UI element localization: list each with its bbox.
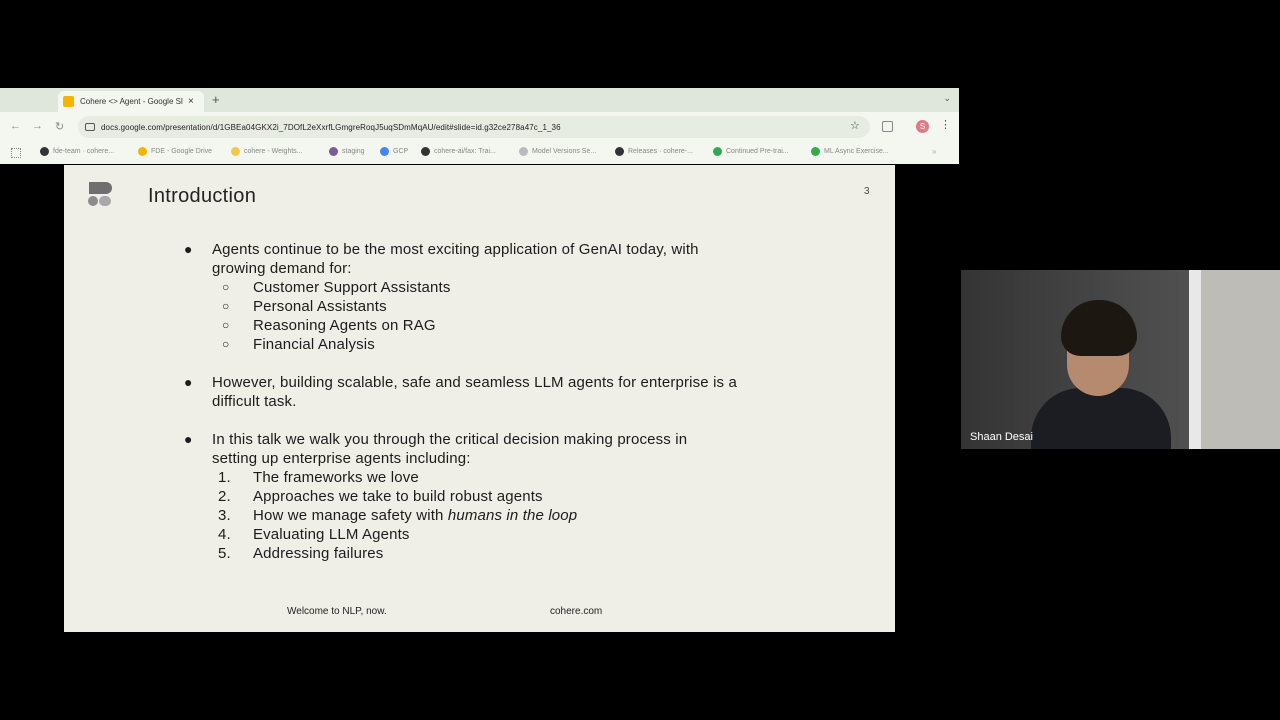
slide-number: 3 bbox=[864, 186, 870, 197]
numbered-item bbox=[212, 525, 852, 544]
sub-bullet-text: Reasoning Agents on RAG bbox=[253, 317, 436, 334]
bookmark-label: Releases · cohere-... bbox=[628, 148, 693, 155]
numbered-item-text: Approaches we take to build robust agents bbox=[253, 488, 543, 505]
sub-bullet-glyph: ○ bbox=[222, 318, 230, 332]
sheets-icon bbox=[713, 147, 722, 156]
webcam-door-frame bbox=[1189, 270, 1201, 449]
sub-bullet-item bbox=[212, 278, 852, 297]
bookmark-item[interactable] bbox=[421, 147, 496, 156]
numbered-item-index: 5. bbox=[218, 545, 231, 562]
numbered-item-text: Evaluating LLM Agents bbox=[253, 526, 410, 543]
new-tab-button[interactable]: + bbox=[212, 92, 220, 107]
browser-menu-icon[interactable]: ⋮ bbox=[940, 119, 951, 131]
numbered-item bbox=[212, 506, 852, 525]
numbered-item bbox=[212, 487, 852, 506]
sub-bullet-text: Financial Analysis bbox=[253, 336, 375, 353]
bookmarks-bar bbox=[0, 142, 959, 164]
webcam-wall-right bbox=[1201, 270, 1280, 449]
bullet-text-line: However, building scalable, safe and seamless LLM agents for enterprise is a bbox=[212, 374, 738, 391]
bullet-item bbox=[184, 430, 852, 468]
wandb-icon bbox=[231, 147, 240, 156]
bullet-glyph: ● bbox=[184, 431, 193, 447]
slide-footer-url: cohere.com bbox=[550, 606, 603, 617]
speaker-name-label: Shaan Desai bbox=[970, 431, 1033, 443]
tab-strip bbox=[0, 88, 959, 112]
webcam-video bbox=[961, 270, 1280, 449]
reload-icon[interactable]: ↻ bbox=[55, 121, 65, 133]
bookmark-item[interactable] bbox=[519, 147, 596, 156]
numbered-item-text: How we manage safety with bbox=[253, 507, 448, 524]
forward-icon[interactable]: → bbox=[32, 120, 43, 132]
url-text[interactable]: docs.google.com/presentation/d/1GBEa04GKX2i_7DOfL2eXxrfLGmgreRoqJ5uqSDmMqAU/edit#slide=id.g32ce278a47c_1_36 bbox=[101, 122, 561, 132]
sub-bullet-item bbox=[212, 335, 852, 354]
github-icon bbox=[421, 147, 430, 156]
sub-bullet-text: Personal Assistants bbox=[253, 298, 387, 315]
bookmark-item[interactable] bbox=[231, 147, 303, 156]
sub-bullet-glyph: ○ bbox=[222, 337, 230, 351]
bookmark-label: Continued Pre-trai... bbox=[726, 148, 789, 155]
address-bar[interactable] bbox=[78, 116, 870, 138]
sub-bullet-glyph: ○ bbox=[222, 280, 230, 294]
webcam-speaker-body bbox=[1031, 388, 1171, 449]
site-info-icon[interactable] bbox=[85, 123, 95, 131]
bullet-text-line: In this talk we walk you through the critical decision making process in bbox=[212, 431, 688, 448]
bullet-text-line: growing demand for: bbox=[212, 260, 352, 277]
bookmark-label: FDE - Google Drive bbox=[151, 148, 213, 155]
github-icon bbox=[615, 147, 624, 156]
sub-bullet-item bbox=[212, 297, 852, 316]
slide-body bbox=[184, 240, 852, 563]
numbered-item-index: 1. bbox=[218, 469, 231, 486]
bookmark-item[interactable] bbox=[713, 147, 789, 156]
sub-bullet-glyph: ○ bbox=[222, 299, 230, 313]
bookmark-item[interactable] bbox=[380, 147, 408, 156]
bookmark-label: cohere-ai/fax: Trai... bbox=[434, 148, 496, 155]
sub-bullet-text: Customer Support Assistants bbox=[253, 279, 451, 296]
sub-bullet-item bbox=[212, 316, 852, 335]
presentation-slide bbox=[64, 165, 895, 632]
numbered-item-text: The frameworks we love bbox=[253, 469, 419, 486]
slides-favicon-icon bbox=[63, 96, 74, 107]
bookmark-item[interactable] bbox=[40, 147, 114, 156]
gcp-icon bbox=[380, 147, 389, 156]
tab-title: Cohere <> Agent - Google Sl bbox=[80, 97, 183, 106]
bookmark-label: fde-team · cohere... bbox=[53, 148, 115, 155]
bookmark-label: GCP bbox=[393, 148, 409, 155]
tab-google-slides[interactable] bbox=[58, 91, 204, 112]
browser-toolbar bbox=[0, 112, 959, 142]
back-icon[interactable]: ← bbox=[10, 120, 21, 132]
bookmark-label: staging bbox=[342, 148, 365, 155]
bookmark-item[interactable] bbox=[138, 147, 212, 156]
numbered-item-emphasis: humans in the loop bbox=[447, 507, 578, 524]
cohere-logo-icon bbox=[86, 179, 114, 207]
bullet-text-line: Agents continue to be the most exciting application of GenAI today, with bbox=[212, 241, 699, 258]
numbered-item-index: 2. bbox=[218, 488, 231, 505]
slide-title: Introduction bbox=[148, 185, 257, 207]
bookmark-item[interactable] bbox=[329, 147, 365, 156]
bullet-item bbox=[184, 240, 852, 278]
bookmarks-overflow-icon[interactable]: » bbox=[932, 147, 937, 156]
numbered-item-index: 3. bbox=[218, 507, 231, 524]
numbered-item-text: Addressing failures bbox=[253, 545, 384, 562]
doc-icon bbox=[519, 147, 528, 156]
bullet-item bbox=[184, 373, 852, 411]
drive-icon bbox=[138, 147, 147, 156]
bullet-glyph: ● bbox=[184, 374, 193, 390]
apps-grid-icon[interactable] bbox=[11, 148, 21, 158]
numbered-item-index: 4. bbox=[218, 526, 231, 543]
bullet-text-line: setting up enterprise agents including: bbox=[212, 450, 471, 467]
bullet-text-line: difficult task. bbox=[212, 393, 297, 410]
bookmark-item[interactable] bbox=[811, 147, 889, 156]
numbered-item bbox=[212, 544, 852, 563]
staging-icon bbox=[329, 147, 338, 156]
bookmark-item[interactable] bbox=[615, 147, 693, 156]
tab-close-icon[interactable]: × bbox=[188, 95, 194, 107]
tab-search-icon[interactable]: ⌄ bbox=[943, 93, 951, 103]
bookmark-star-icon[interactable]: ☆ bbox=[850, 120, 860, 132]
bookmark-label: Model Versions Se... bbox=[532, 148, 597, 155]
extensions-icon[interactable] bbox=[882, 121, 893, 132]
github-icon bbox=[40, 147, 49, 156]
bookmark-label: cohere - Weights... bbox=[244, 148, 303, 155]
profile-avatar[interactable]: S bbox=[916, 120, 929, 133]
sheets-icon bbox=[811, 147, 820, 156]
numbered-item bbox=[212, 468, 852, 487]
slide-footer-tagline: Welcome to NLP, now. bbox=[287, 606, 387, 617]
bullet-glyph: ● bbox=[184, 241, 193, 257]
bookmark-label: ML Async Exercise... bbox=[824, 148, 889, 155]
